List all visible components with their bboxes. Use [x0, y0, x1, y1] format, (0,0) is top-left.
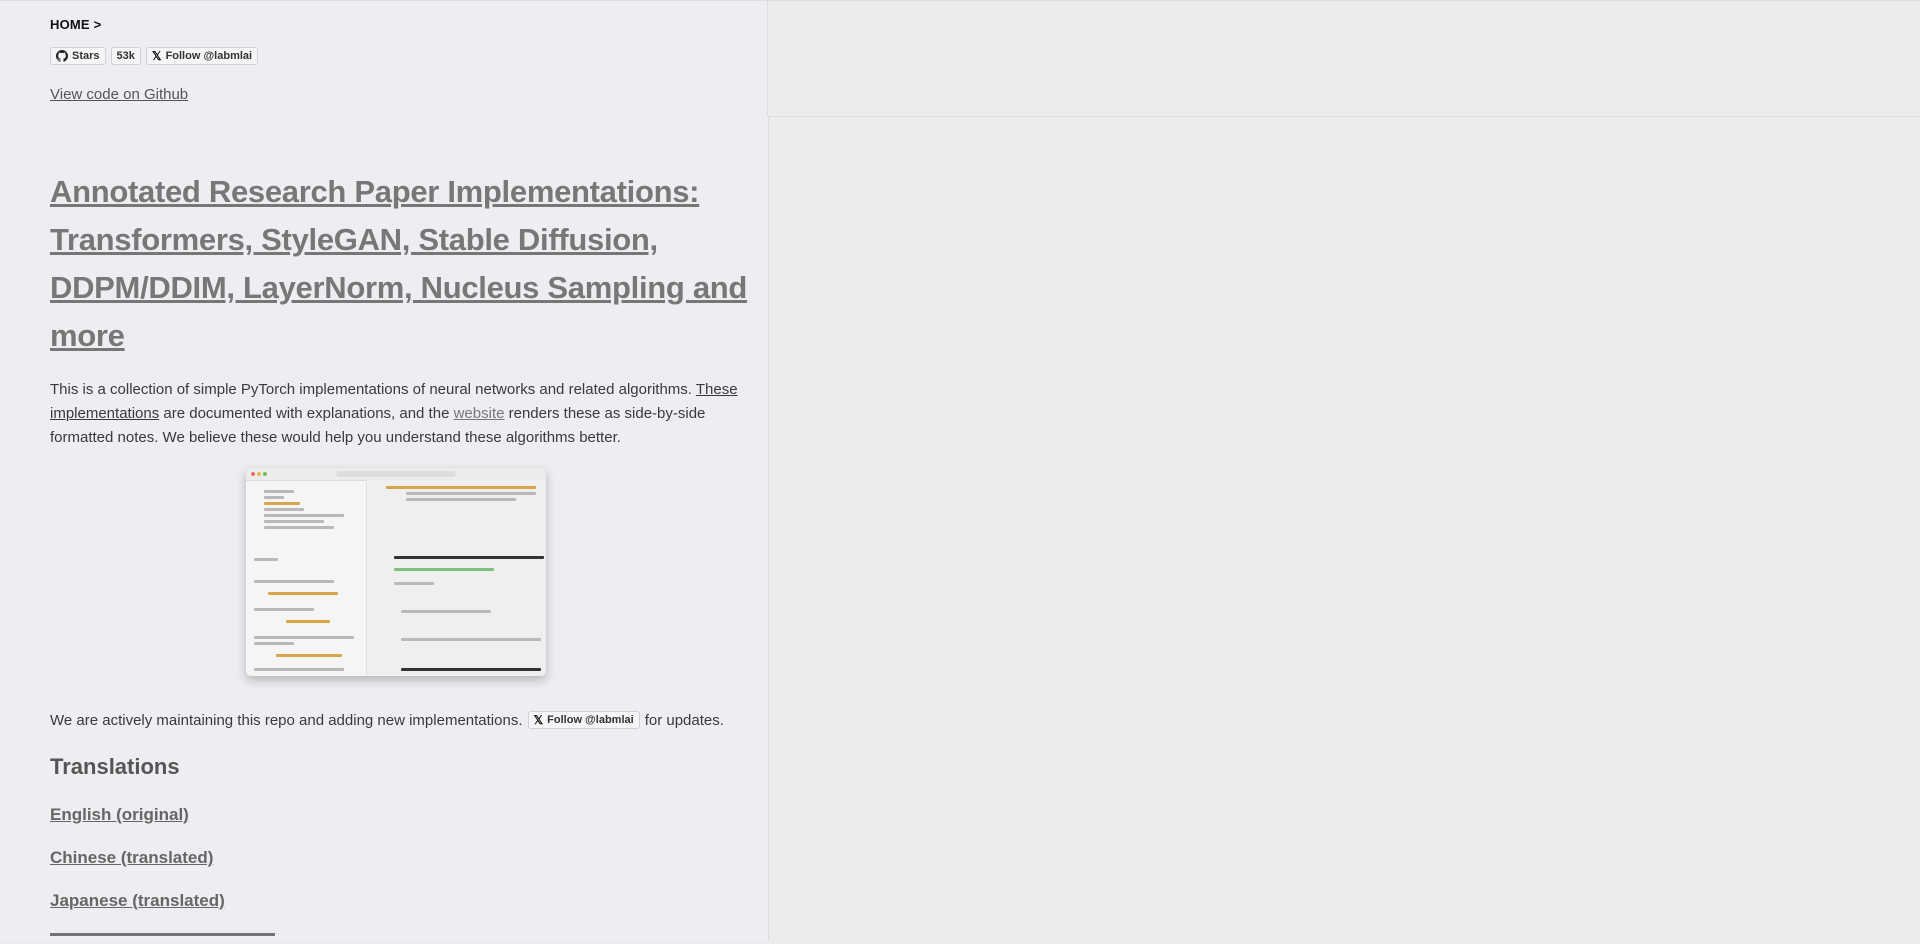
cut-off-heading — [50, 930, 280, 944]
lower-content — [50, 168, 770, 941]
cut-off-heading-fragment — [50, 933, 275, 944]
intro-text-2: are documented with explanations, and the — [159, 405, 454, 422]
translation-link-english[interactable]: English (original) — [50, 805, 189, 824]
intro-text-1: This is a collection of simple PyTorch implementations of neural networks and related algorithms. — [50, 381, 696, 398]
translation-link-japanese[interactable]: Japanese (translated) — [50, 891, 225, 910]
view-code-link[interactable]: View code on Github — [50, 86, 189, 103]
x-logo-icon: 𝕏 — [151, 49, 162, 63]
page-title[interactable]: Annotated Research Paper Implementations: Transformers, StyleGAN, Stable Diffusion, DDPM/DDIM, LayerNorm, Nucleus Sampling and more — [50, 174, 748, 353]
github-stars-button[interactable] — [50, 47, 106, 65]
github-stars-count[interactable]: 53k — [111, 47, 141, 65]
maintaining-line — [50, 711, 724, 729]
x-logo-icon: 𝕏 — [533, 713, 544, 727]
follow-button-header[interactable] — [146, 47, 258, 65]
follow-button-inline[interactable] — [528, 711, 640, 729]
maintaining-text: We are actively maintaining this repo and adding new implementations. — [50, 711, 523, 729]
follow-label: Follow @labmlai — [547, 714, 634, 726]
website-link[interactable]: website — [453, 405, 505, 422]
for-updates-text: for updates. — [644, 711, 724, 729]
follow-label: Follow @labmlai — [165, 50, 253, 62]
social-badges — [50, 47, 258, 65]
translations-heading: Translations — [50, 754, 180, 779]
implementations-link[interactable]: These implementations — [50, 381, 738, 422]
top-bar — [0, 0, 1920, 117]
translation-link-chinese[interactable]: Chinese (translated) — [50, 848, 214, 867]
github-icon — [56, 50, 68, 62]
top-bar-left — [0, 1, 768, 118]
intro-text-3: renders these as side-by-side formatted notes. We believe these would help you understand these algorithms better. — [50, 405, 706, 446]
breadcrumb[interactable]: HOME > — [50, 17, 102, 32]
github-stars-label: Stars — [72, 50, 100, 62]
